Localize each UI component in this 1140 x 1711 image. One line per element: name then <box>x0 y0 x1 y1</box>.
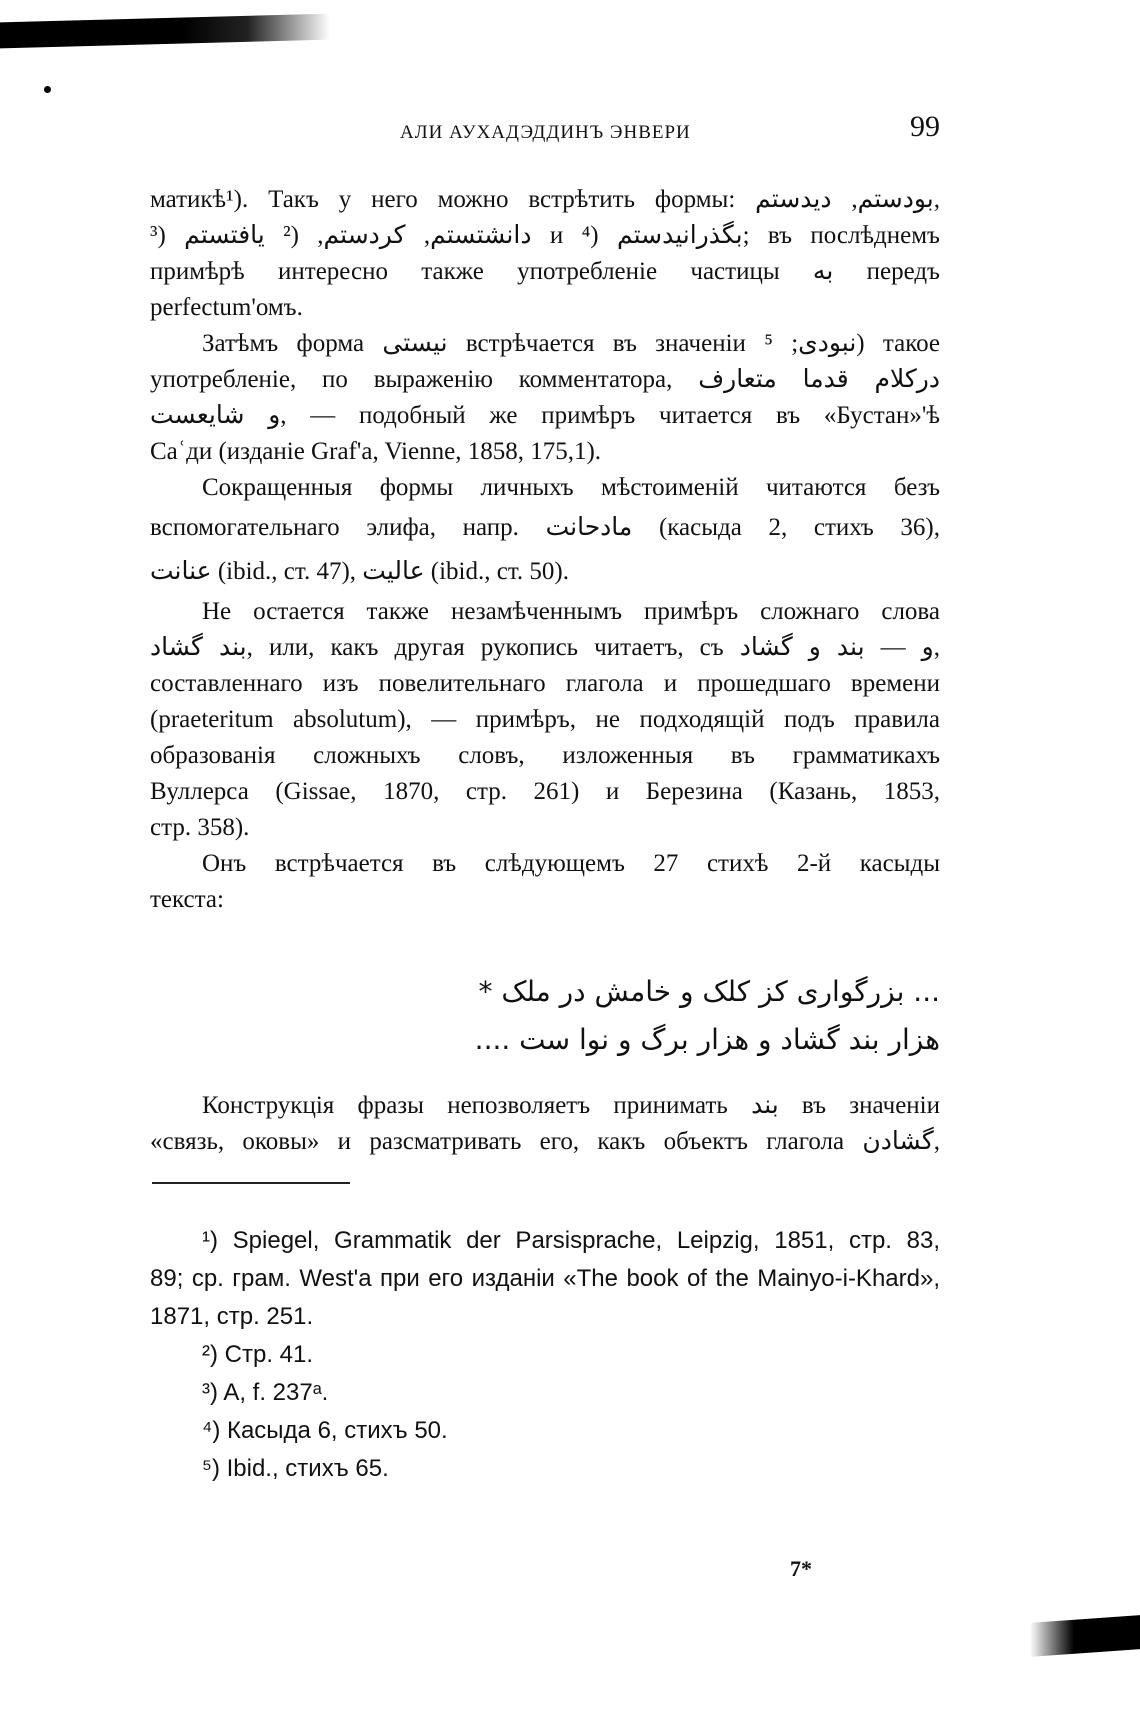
footnote-line: ⁵) Ibid., стихъ 65. <box>202 1455 389 1482</box>
main-text-continued <box>150 1088 940 1160</box>
text-line: «связь, оковы» и разсматривать его, какъ объектъ глагола گشادن, <box>150 1128 940 1155</box>
verse-quotation <box>150 968 940 1064</box>
text-line: دانشتستم, کردستم, (² یافتستم (³ и بگذرانیدستم (⁴; въ послѣднемъ <box>150 222 940 249</box>
footnote-line: ⁴) Касыда 6, стихъ 50. <box>202 1417 448 1444</box>
footnote-line: ³) A, f. 237ᵃ. <box>202 1379 329 1406</box>
text-line: Сокращенныя формы личныхъ мѣстоименій читаются безъ <box>202 474 940 501</box>
text-line: (praeteritum absolutum), — примѣръ, не подходящій подъ правила <box>150 706 940 733</box>
text-line: употребленіе, по выраженію комментатора, درکلام قدما متعارف <box>150 366 940 393</box>
scan-dot <box>44 86 51 93</box>
text-line: perfectum'омъ. <box>150 294 303 321</box>
text-line: стр. 358). <box>150 814 250 841</box>
signature-mark: 7* <box>790 1556 812 1581</box>
footnote-line: 89; ср. грам. West'a при его изданіи «The book of the Mainyo-i-Khard», <box>150 1265 940 1292</box>
text-line: вспомогательнаго элифа, напр. مادحانت (касыда 2, стихъ 36), <box>150 514 941 541</box>
text-line: примѣрѣ интересно также употребленіе частицы به передъ <box>150 258 940 285</box>
footnote-rule <box>152 1182 350 1184</box>
text-line: و شایعست, — подобный же примѣръ читается въ «Бустан»'ѣ <box>150 402 940 429</box>
scan-smudge-top <box>0 14 330 49</box>
text-line: текста: <box>150 886 224 913</box>
text-line: составленнаго изъ повелительнаго глагола и прошедшаго времени <box>150 670 940 697</box>
text-line: Не остается также незамѣченнымъ примѣръ сложнаго слова <box>202 598 940 625</box>
verse-line: ... بزرگواری کز کلک و خامش در ملک * <box>478 975 940 1008</box>
footnote-line: 1871, стр. 251. <box>150 1303 314 1330</box>
text-line: Вуллерса (Gissae, 1870, стр. 261) и Березина (Казань, 1853, <box>150 778 940 805</box>
main-text <box>150 182 940 918</box>
page-number: 99 <box>910 110 940 143</box>
text-line: матикѣ¹). Такъ у него можно встрѣтить формы: بودستم, دیدستم, <box>150 186 940 213</box>
verse-line: هزار بند گشاد و هزار برگ و نوا ست .... <box>474 1023 940 1056</box>
text-line: بند گشاد, или, какъ другая рукопись читаетъ, съ و — بند و گشاد, <box>150 634 940 661</box>
footnote-line: ¹) Spiegel, Grammatik der Parsisprache, Leipzig, 1851, стр. 83, <box>202 1227 940 1254</box>
scan-smudge-bottom <box>1030 1615 1140 1657</box>
text-line: Конструкція фразы непозволяетъ принимать بند въ значеніи <box>202 1092 940 1119</box>
running-head: АЛИ АУХАДЭДДИНЪ ЭНВЕРИ <box>400 122 691 143</box>
footnotes <box>150 1222 940 1488</box>
footnote-line: ²) Стр. 41. <box>202 1341 314 1368</box>
text-line: Затѣмъ форма نیستی встрѣчается въ значеніи نبودی; ⁵) такое <box>202 330 940 357</box>
text-line: عنانت (ibid., ст. 47), عالیت (ibid., ст. 50). <box>150 558 569 585</box>
text-line: Онъ встрѣчается въ слѣдующемъ 27 стихѣ 2-й касыды <box>202 850 940 877</box>
page-header <box>150 110 940 150</box>
text-line: образованія сложныхъ словъ, изложенныя въ грамматикахъ <box>150 742 940 769</box>
text-line: Саʿди (изданіе Graf'a, Vienne, 1858, 175,1). <box>150 438 602 465</box>
